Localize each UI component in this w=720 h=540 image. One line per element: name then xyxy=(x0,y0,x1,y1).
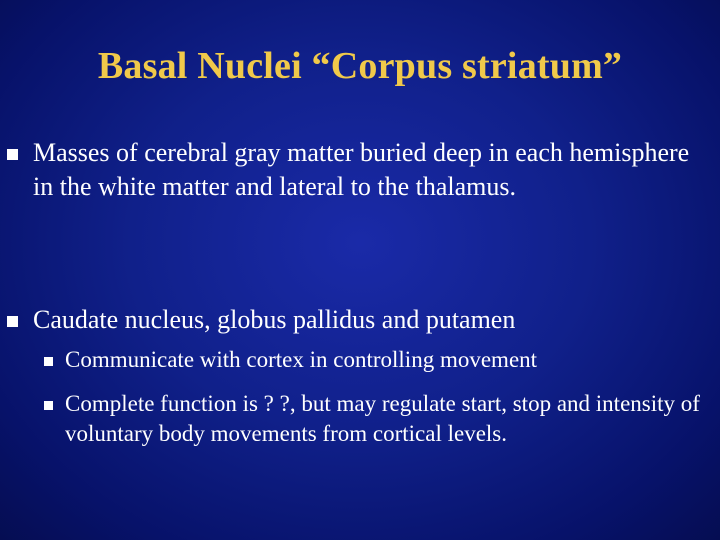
sub-bullet-item-1 xyxy=(65,345,705,375)
slide-title: Basal Nuclei “Corpus striatum” xyxy=(97,45,623,87)
sub-bullet-text: Complete function is ? ?, but may regulate start, stop and intensity of voluntary body movements from cortical levels. xyxy=(65,391,700,446)
bullet-item-2 xyxy=(33,303,693,337)
square-bullet-icon xyxy=(44,401,53,410)
square-bullet-icon xyxy=(7,149,18,160)
sub-bullet-item-2 xyxy=(65,389,705,449)
sub-bullet-text: Communicate with cortex in controlling movement xyxy=(65,347,538,372)
square-bullet-icon xyxy=(7,316,18,327)
square-bullet-icon xyxy=(44,357,53,366)
bullet-text: Caudate nucleus, globus pallidus and putamen xyxy=(33,305,516,334)
bullet-text: Masses of cerebral gray matter buried deep in each hemisphere in the white matter and lateral to the thalamus. xyxy=(33,138,690,201)
bullet-item-1 xyxy=(33,136,693,204)
